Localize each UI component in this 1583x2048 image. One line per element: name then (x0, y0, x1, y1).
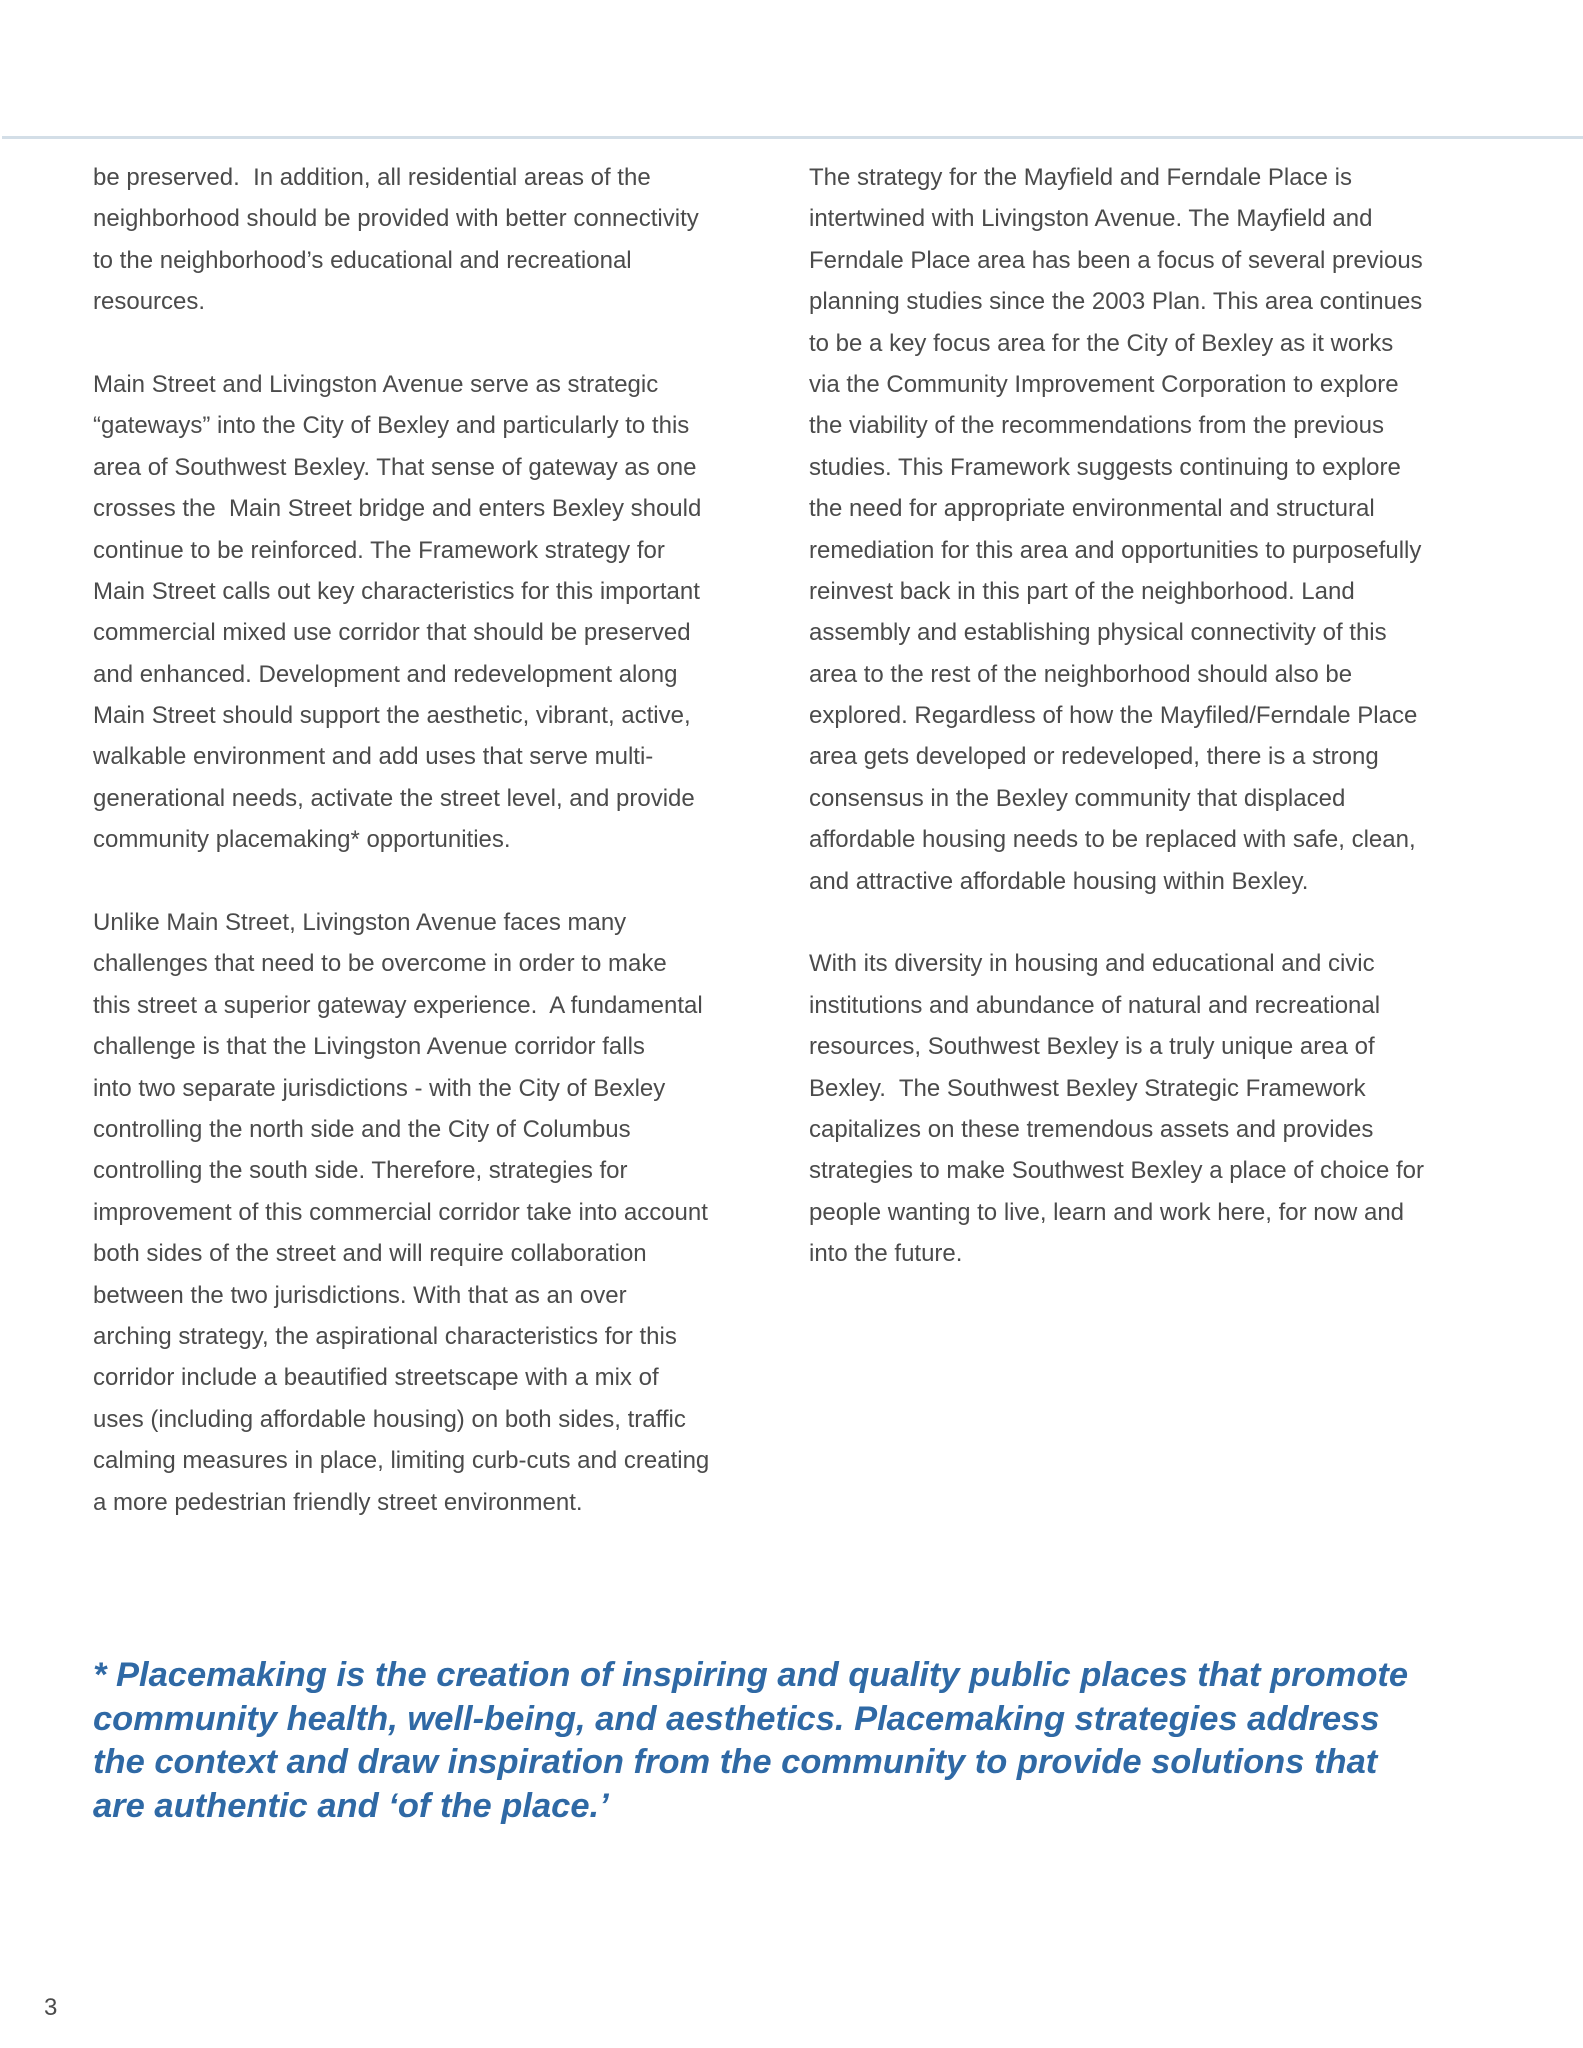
text-line: With its diversity in housing and educational and civic (809, 950, 1375, 978)
text-line: commercial mixed use corridor that should be preserved (93, 619, 691, 647)
paragraph (93, 157, 793, 323)
text-line: area gets developed or redeveloped, there is a strong (809, 743, 1379, 771)
text-line: improvement of this commercial corridor take into account (93, 1198, 708, 1226)
paragraph-gap (93, 861, 793, 902)
text-line: and enhanced. Development and redevelopment along (93, 660, 678, 688)
text-line: reinvest back in this part of the neighborhood. Land (809, 577, 1355, 605)
paragraph (809, 157, 1509, 902)
text-line: uses (including affordable housing) on both sides, traffic (93, 1405, 686, 1433)
text-line: planning studies since the 2003 Plan. This area continues (809, 288, 1423, 316)
text-line: neighborhood should be provided with better connectivity (93, 205, 699, 233)
text-line: controlling the south side. Therefore, strategies for (93, 1157, 628, 1185)
text-line: resources, Southwest Bexley is a truly unique area of (809, 1033, 1375, 1061)
text-line: crosses the Main Street bridge and enters Bexley should (93, 495, 702, 523)
header-divider (2, 136, 1583, 139)
paragraph (93, 364, 793, 861)
text-line: studies. This Framework suggests continuing to explore (809, 453, 1401, 481)
text-line: corridor include a beautified streetscape with a mix of (93, 1364, 659, 1392)
text-line: affordable housing needs to be replaced with safe, clean, (809, 826, 1416, 854)
text-line: community placemaking* opportunities. (93, 826, 511, 854)
text-line: consensus in the Bexley community that displaced (809, 784, 1346, 812)
text-line: calming measures in place, limiting curb-cuts and creating (93, 1447, 710, 1475)
text-line: a more pedestrian friendly street environment. (93, 1488, 583, 1516)
text-line: challenge is that the Livingston Avenue corridor falls (93, 1033, 645, 1061)
text-line: and attractive affordable housing within Bexley. (809, 867, 1309, 895)
text-line: people wanting to live, learn and work here, for now and (809, 1198, 1405, 1226)
footnote-line: are authentic and ‘of the place.’ (93, 1786, 609, 1825)
text-line: the need for appropriate environmental and structural (809, 495, 1375, 523)
text-line: Bexley. The Southwest Bexley Strategic Framework (809, 1074, 1366, 1102)
text-line: controlling the north side and the City of Columbus (93, 1115, 631, 1143)
text-line: via the Community Improvement Corporation to explore (809, 370, 1399, 398)
text-line: between the two jurisdictions. With that as an over (93, 1281, 627, 1309)
text-line: challenges that need to be overcome in order to make (93, 950, 667, 978)
footnote-line: the context and draw inspiration from the community to provide solutions that (93, 1743, 1378, 1782)
text-line: explored. Regardless of how the Mayfiled/Ferndale Place (809, 702, 1418, 730)
text-line: to the neighborhood’s educational and recreational (93, 246, 632, 274)
left-column (93, 157, 793, 1523)
text-line: intertwined with Livingston Avenue. The Mayfield and (809, 205, 1373, 233)
text-line: Ferndale Place area has been a focus of several previous (809, 246, 1423, 274)
text-line: generational needs, activate the street level, and provide (93, 784, 695, 812)
text-line: Main Street should support the aesthetic, vibrant, active, (93, 702, 691, 730)
text-line: to be a key focus area for the City of Bexley as it works (809, 329, 1394, 357)
text-line: the viability of the recommendations from the previous (809, 412, 1384, 440)
text-line: Main Street and Livingston Avenue serve as strategic (93, 370, 659, 398)
text-line: Unlike Main Street, Livingston Avenue faces many (93, 909, 627, 937)
text-line: assembly and establishing physical connectivity of this (809, 619, 1387, 647)
paragraph (93, 902, 793, 1523)
paragraph-gap (93, 323, 793, 364)
text-line: arching strategy, the aspirational characteristics for this (93, 1322, 677, 1350)
page-number: 3 (44, 1994, 58, 2021)
text-line: strategies to make Southwest Bexley a place of choice for (809, 1157, 1424, 1185)
right-column (809, 157, 1509, 1275)
text-line: this street a superior gateway experience. A fundamental (93, 991, 703, 1019)
paragraph (809, 943, 1509, 1274)
text-line: remediation for this area and opportunities to purposefully (809, 536, 1422, 564)
text-line: “gateways” into the City of Bexley and particularly to this (93, 412, 690, 440)
text-line: Main Street calls out key characteristics for this important (93, 577, 700, 605)
text-line: capitalizes on these tremendous assets and provides (809, 1115, 1374, 1143)
text-line: into two separate jurisdictions - with the City of Bexley (93, 1074, 666, 1102)
text-line: both sides of the street and will require collaboration (93, 1240, 647, 1268)
footnote-line: * Placemaking is the creation of inspiring and quality public places that promote (93, 1656, 1409, 1694)
text-line: continue to be reinforced. The Framework strategy for (93, 536, 665, 564)
paragraph-gap (809, 902, 1509, 943)
text-line: institutions and abundance of natural and recreational (809, 991, 1381, 1019)
text-line: area to the rest of the neighborhood should also be (809, 660, 1353, 688)
placemaking-footnote (93, 1654, 1513, 1828)
text-line: be preserved. In addition, all residential areas of the (93, 164, 651, 191)
text-line: The strategy for the Mayfield and Ferndale Place is (809, 164, 1352, 191)
footnote-line: community health, well-being, and aesthetics. Placemaking strategies address (93, 1699, 1380, 1738)
text-line: into the future. (809, 1240, 963, 1268)
text-line: area of Southwest Bexley. That sense of gateway as one (93, 453, 697, 481)
text-line: resources. (93, 288, 206, 316)
text-line: walkable environment and add uses that serve multi- (93, 743, 654, 771)
